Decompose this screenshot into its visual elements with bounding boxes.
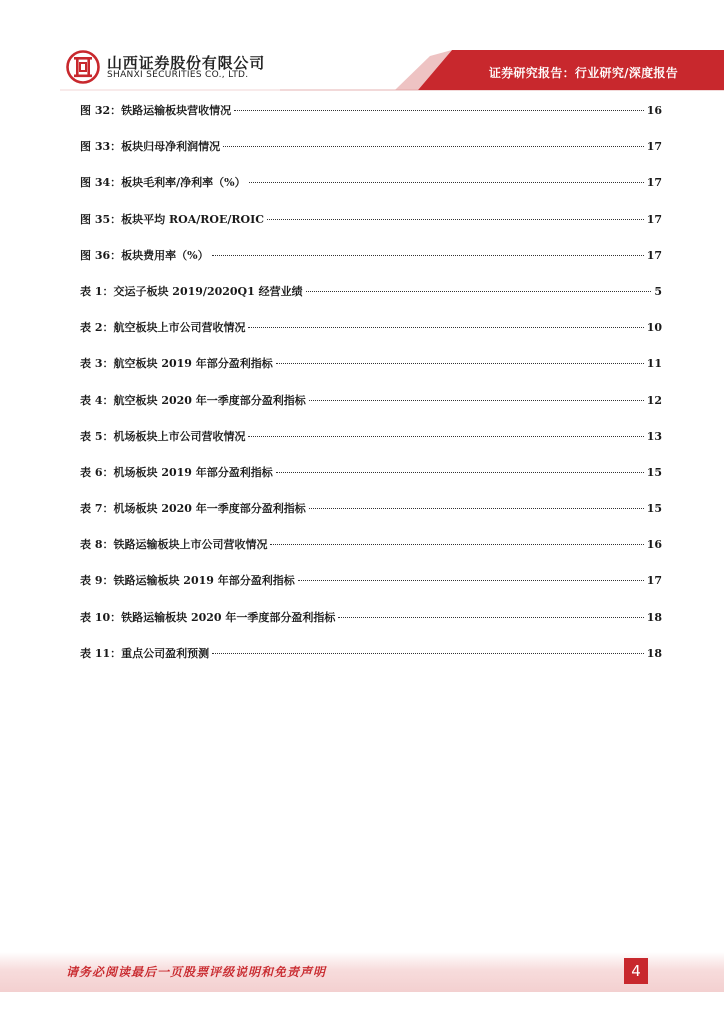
toc-entry-page: 10 xyxy=(646,321,662,335)
toc-entry[interactable] xyxy=(80,611,662,647)
toc-entry[interactable] xyxy=(80,538,662,574)
company-name-cn: 山西证券股份有限公司 xyxy=(107,54,266,72)
page-number: 4 xyxy=(624,958,648,984)
toc-entry-label: 图 34：板块毛利率/净利率（%） xyxy=(80,176,246,190)
toc-entry-page: 13 xyxy=(646,429,662,443)
toc-entry-label: 表 9：铁路运输板块 2019 年部分盈利指标 xyxy=(80,574,295,588)
toc-entry-label: 图 36：板块费用率（%） xyxy=(80,248,209,262)
toc-leader xyxy=(298,580,644,581)
toc-entry-label: 表 7：机场板块 2020 年一季度部分盈利指标 xyxy=(80,502,306,516)
toc-entry[interactable] xyxy=(80,321,662,357)
toc-entry[interactable] xyxy=(80,249,662,285)
toc-entry-label: 表 3：航空板块 2019 年部分盈利指标 xyxy=(80,357,273,371)
toc-entry-page: 18 xyxy=(646,610,662,624)
toc-entry-page: 5 xyxy=(654,284,662,298)
toc-leader xyxy=(248,327,643,328)
toc-entry-label: 表 2：航空板块上市公司营收情况 xyxy=(80,321,246,335)
shanxi-securities-logo-icon xyxy=(66,50,100,84)
toc-leader xyxy=(309,400,644,401)
toc-entry-page: 17 xyxy=(646,574,662,588)
toc-leader xyxy=(276,472,644,473)
toc-entry[interactable] xyxy=(80,466,662,502)
toc-leader xyxy=(267,219,644,220)
toc-entry-page: 18 xyxy=(646,646,662,660)
toc-entry-label: 表 4：航空板块 2020 年一季度部分盈利指标 xyxy=(80,393,306,407)
toc-entry-label: 表 6：机场板块 2019 年部分盈利指标 xyxy=(80,465,273,479)
toc-entry-page: 16 xyxy=(646,538,662,552)
toc-leader xyxy=(223,146,644,147)
toc-entry-page: 17 xyxy=(646,248,662,262)
toc-entry[interactable] xyxy=(80,394,662,430)
toc-leader xyxy=(212,255,644,256)
toc-leader xyxy=(248,436,643,437)
footer-disclaimer: 请务必阅读最后一页股票评级说明和免责声明 xyxy=(66,965,327,979)
toc-entry-page: 17 xyxy=(646,212,662,226)
toc-entry-page: 16 xyxy=(646,104,662,117)
toc-entry[interactable] xyxy=(80,502,662,538)
toc-leader xyxy=(249,182,644,183)
toc-leader xyxy=(212,653,644,654)
toc-entry[interactable] xyxy=(80,647,662,683)
toc-entry-page: 12 xyxy=(646,393,662,407)
toc-entry[interactable] xyxy=(80,285,662,321)
toc-leader xyxy=(338,617,643,618)
toc-entry[interactable] xyxy=(80,357,662,393)
toc-entry[interactable] xyxy=(80,104,662,140)
toc-entry[interactable] xyxy=(80,213,662,249)
toc-entry-page: 15 xyxy=(646,502,662,516)
toc-entry-label: 图 33：板块归母净利润情况 xyxy=(80,140,221,154)
toc-entry-label: 表 8：铁路运输板块上市公司营收情况 xyxy=(80,538,268,552)
page-header xyxy=(0,0,724,100)
toc-entry[interactable] xyxy=(80,430,662,466)
toc-leader xyxy=(234,110,644,111)
toc-entry[interactable] xyxy=(80,176,662,212)
toc-entry-page: 17 xyxy=(646,140,662,154)
toc-entry-page: 11 xyxy=(646,357,662,371)
toc-entry-label: 表 11：重点公司盈利预测 xyxy=(80,646,210,660)
toc-entry-label: 表 5：机场板块上市公司营收情况 xyxy=(80,429,246,443)
toc-entry-page: 15 xyxy=(646,465,662,479)
toc-leader xyxy=(270,544,643,545)
toc-entry-label: 图 32：铁路运输板块营收情况 xyxy=(80,104,232,117)
header-ribbon xyxy=(0,0,724,100)
table-of-contents xyxy=(80,104,662,683)
toc-entry-label: 表 10：铁路运输板块 2020 年一季度部分盈利指标 xyxy=(80,610,336,624)
company-name-en: SHANXI SECURITIES CO., LTD. xyxy=(107,70,249,80)
toc-entry-label: 图 35：板块平均 ROA/ROE/ROIC xyxy=(80,212,264,226)
toc-entry-label: 表 1：交运子板块 2019/2020Q1 经营业绩 xyxy=(80,284,303,298)
report-type-label: 证券研究报告：行业研究/深度报告 xyxy=(488,66,678,80)
toc-leader xyxy=(276,363,644,364)
toc-entry[interactable] xyxy=(80,574,662,610)
toc-leader xyxy=(306,291,652,292)
toc-leader xyxy=(309,508,644,509)
toc-entry-page: 17 xyxy=(646,176,662,190)
toc-entry[interactable] xyxy=(80,140,662,176)
